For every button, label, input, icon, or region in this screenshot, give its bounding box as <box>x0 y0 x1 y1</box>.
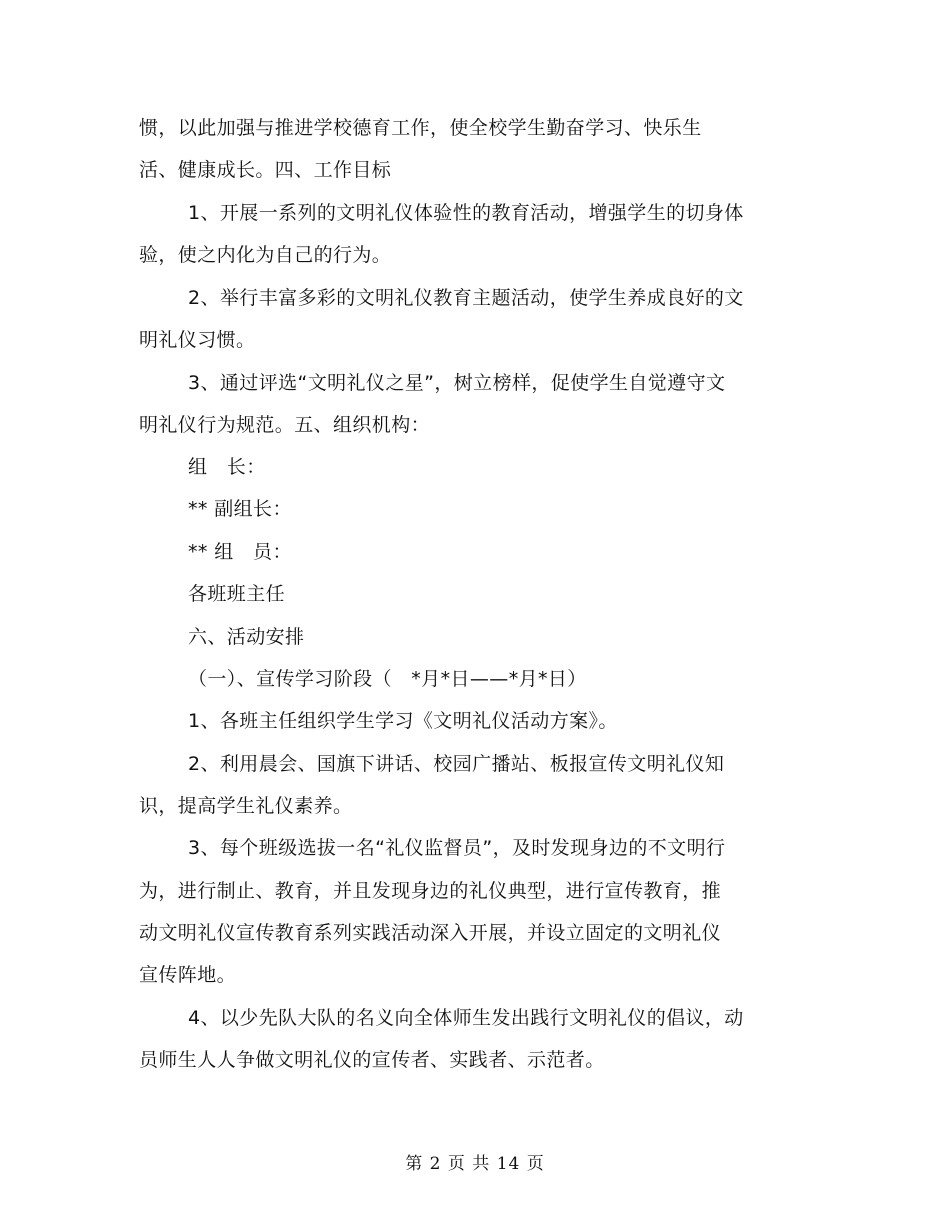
text-line: 明礼仪行为规范。五、组织机构： <box>139 414 431 436</box>
text-line: 4、以少先队大队的名义向全体师生发出践行文明礼仪的倡议，动 <box>188 1007 744 1029</box>
text-line: ** 组 员： <box>188 541 292 563</box>
text-line: 各班班主任 <box>188 583 286 605</box>
text-line: 2、举行丰富多彩的文明礼仪教育主题活动，使学生养成良好的文 <box>188 287 744 309</box>
page-number-footer: 第 2 页 共 14 页 <box>405 1154 545 1174</box>
text-line: 六、活动安排 <box>188 626 305 648</box>
text-line: 1、开展一系列的文明礼仪体验性的教育活动，增强学生的切身体 <box>188 202 744 224</box>
text-line: 为，进行制止、教育，并且发现身边的礼仪典型，进行宣传教育，推 <box>139 880 722 902</box>
text-line: （一）、宣传学习阶段（ *月*日——*月*日） <box>188 668 587 690</box>
text-line: 识，提高学生礼仪素养。 <box>139 795 353 817</box>
text-line: 动文明礼仪宣传教育系列实践活动深入开展，并设立固定的文明礼仪 <box>139 922 722 944</box>
text-line: 1、各班主任组织学生学习《文明礼仪活动方案》。 <box>188 710 618 732</box>
text-line: 组 长： <box>188 456 266 478</box>
text-line: 3、每个班级选拔一名“礼仪监督员”，及时发现身边的不文明行 <box>188 837 726 859</box>
text-line: ** 副组长： <box>188 498 292 520</box>
text-line: 明礼仪习惯。 <box>139 329 256 351</box>
text-line: 员师生人人争做文明礼仪的宣传者、实践者、示范者。 <box>139 1049 605 1071</box>
text-line: 2、利用晨会、国旗下讲话、校园广播站、板报宣传文明礼仪知 <box>188 753 725 775</box>
text-line: 3、通过评选“文明礼仪之星”，树立榜样，促使学生自觉遵守文 <box>188 372 726 394</box>
text-line: 验，使之内化为自己的行为。 <box>139 244 392 266</box>
text-line: 惯，以此加强与推进学校德育工作，使全校学生勤奋学习、快乐生 <box>139 117 702 139</box>
text-line: 宣传阵地。 <box>139 964 237 986</box>
text-line: 活、健康成长。四、工作目标 <box>139 159 392 181</box>
